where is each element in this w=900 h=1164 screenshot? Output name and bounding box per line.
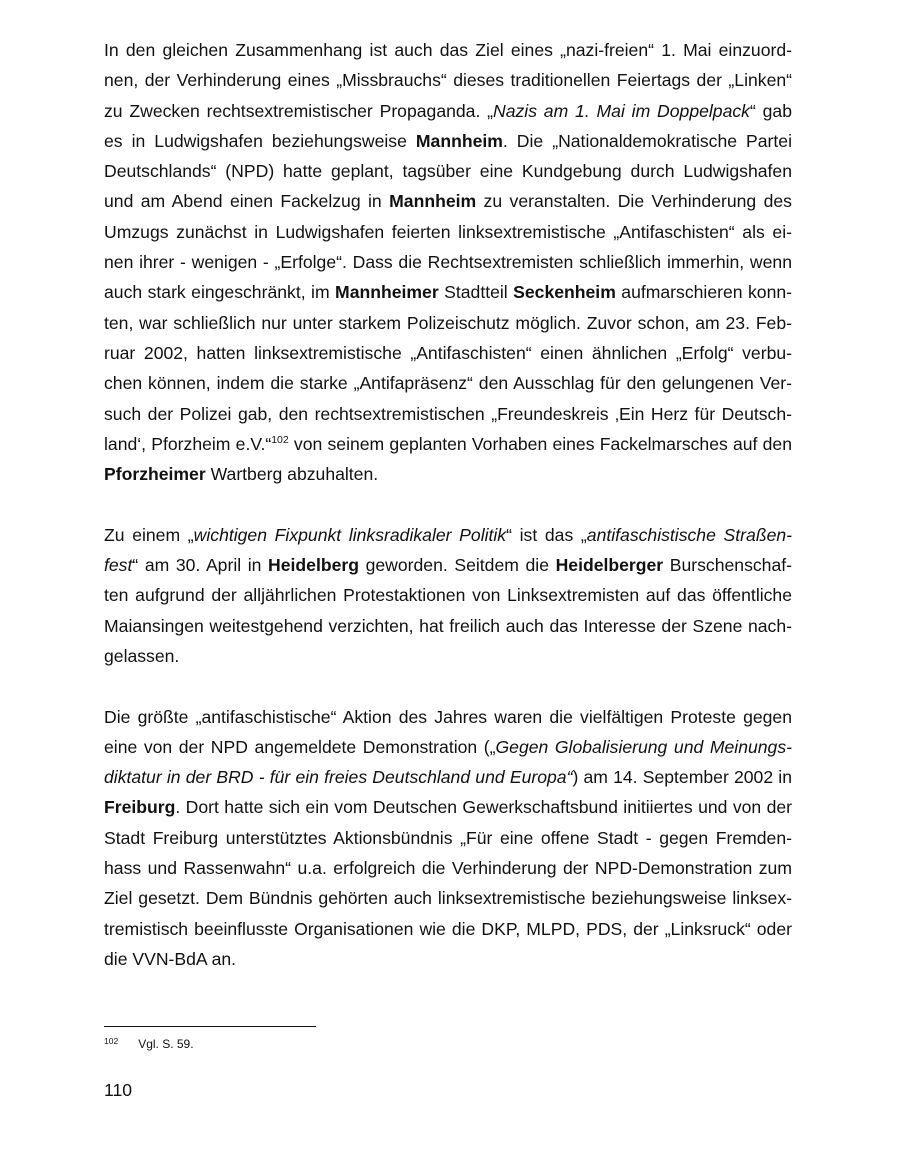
text-run: aufmarschieren konnten, war schließlich nur unter starkem Polizeischutz möglich. Zuvor schon, am 23. Februar 2002, hatten linksextremistische „Antifaschisten“ einen ähnlichen „Erfolg“ verbuchen können, indem die starke „Antifapräsenz“ den Ausschlag für den gelungenen Versuch der Polizei gab, den rechtsextremistischen „Freundeskreis ‚Ein Herz für Deutschland‘, Pforzheim e.V.“	[104, 282, 792, 454]
paragraph	[104, 35, 792, 489]
text-run: Burschenschaften aufgrund der alljährlichen Protestaktionen von Linksextremisten auf das öffentliche Maiansingen weitestgehend verzichten, hat freilich auch das Interesse der Szene nachgelassen.	[104, 555, 792, 666]
paragraph	[104, 702, 792, 975]
text-run: Wartberg abzuhalten.	[205, 464, 379, 485]
quoted-title: wichtigen Fixpunkt linksradikaler Politik	[193, 524, 507, 545]
place-name: Heidelberg	[268, 555, 359, 576]
paragraph	[104, 520, 792, 671]
place-name: Pforzheimer	[104, 464, 206, 485]
text-run: . Die „Nationaldemokratische Partei Deutschlands“ (NPD) hatte geplant, tagsüber eine Kundgebung durch Ludwigshafen und am Abend einen Fackelzug in	[104, 130, 792, 212]
place-name: Heidelberger	[555, 555, 664, 576]
text-run: . Dort hatte sich ein vom Deutschen Gewerkschaftsbund initiiertes und von der Stadt Freiburg unterstütztes Aktionsbündnis „Für eine offene Stadt - gegen Fremdenhass und Rassenwahn“ u.a. erfolgreich die Verhinderung der NPD-Demonstration zum Ziel gesetzt. Dem Bündnis gehörten auch linksextremistische beziehungsweise linksextremistisch beeinflusste Organisationen wie die DKP, MLPD, PDS, der „Linksruck“ oder die VVN-BdA an.	[104, 797, 792, 969]
page-number: 110	[104, 1080, 133, 1100]
text-run: “ ist das „	[506, 524, 587, 545]
footnote-reference: 102	[271, 433, 289, 446]
place-name: Mannheim	[415, 130, 503, 151]
body-text	[104, 35, 792, 974]
place-name: Freiburg	[104, 797, 176, 818]
text-run: von seinem geplanten Vorhaben eines Fackelmarsches auf den	[288, 433, 792, 454]
quoted-title: Gegen Globalisierung und Meinungsdiktatur in der BRD - für ein freies Deutschland und Europa“	[104, 736, 792, 788]
text-run: ) am 14. September 2002 in	[572, 767, 792, 788]
text-run: Zu einem „	[104, 524, 194, 545]
text-run: “ am 30. April in	[132, 555, 269, 576]
quoted-title: antifaschistische Straßenfest	[104, 524, 792, 576]
footnote-number: 102	[104, 1036, 119, 1046]
quoted-title: Nazis am 1. Mai im Doppelpack	[493, 100, 750, 121]
text-run: zu veranstalten. Die Verhinderung des Umzugs zunächst in Ludwigshafen feierten linksextremistische „Antifaschisten“ als einen ihrer - wenigen - „Erfolge“. Dass die Rechtsextremisten schließlich immerhin, wenn auch stark eingeschränkt, im	[104, 191, 792, 303]
text-run: Die größte „antifaschistische“ Aktion des Jahres waren die vielfältigen Proteste gegen eine von der NPD angemeldete Demonstration („	[104, 706, 792, 757]
text-run: geworden. Seitdem die	[358, 555, 556, 576]
text-run: In den gleichen Zusammenhang ist auch das Ziel eines „nazi-freien“ 1. Mai einzuordnen, der Verhinderung eines „Missbrauchs“ dieses traditionellen Feiertags der „Linken“ zu Zwecken rechtsextremistischer Propaganda. „	[104, 40, 792, 121]
place-name: Seckenheim	[513, 282, 616, 303]
place-name: Mannheimer	[335, 282, 439, 303]
text-run: Stadtteil	[438, 282, 514, 303]
footnote-text: Vgl. S. 59.	[138, 1037, 194, 1051]
text-run: “ gab es in Ludwigshafen beziehungsweise	[104, 100, 792, 151]
footnote-separator	[104, 1026, 316, 1027]
footnote	[104, 1033, 604, 1052]
place-name: Mannheim	[389, 191, 477, 212]
